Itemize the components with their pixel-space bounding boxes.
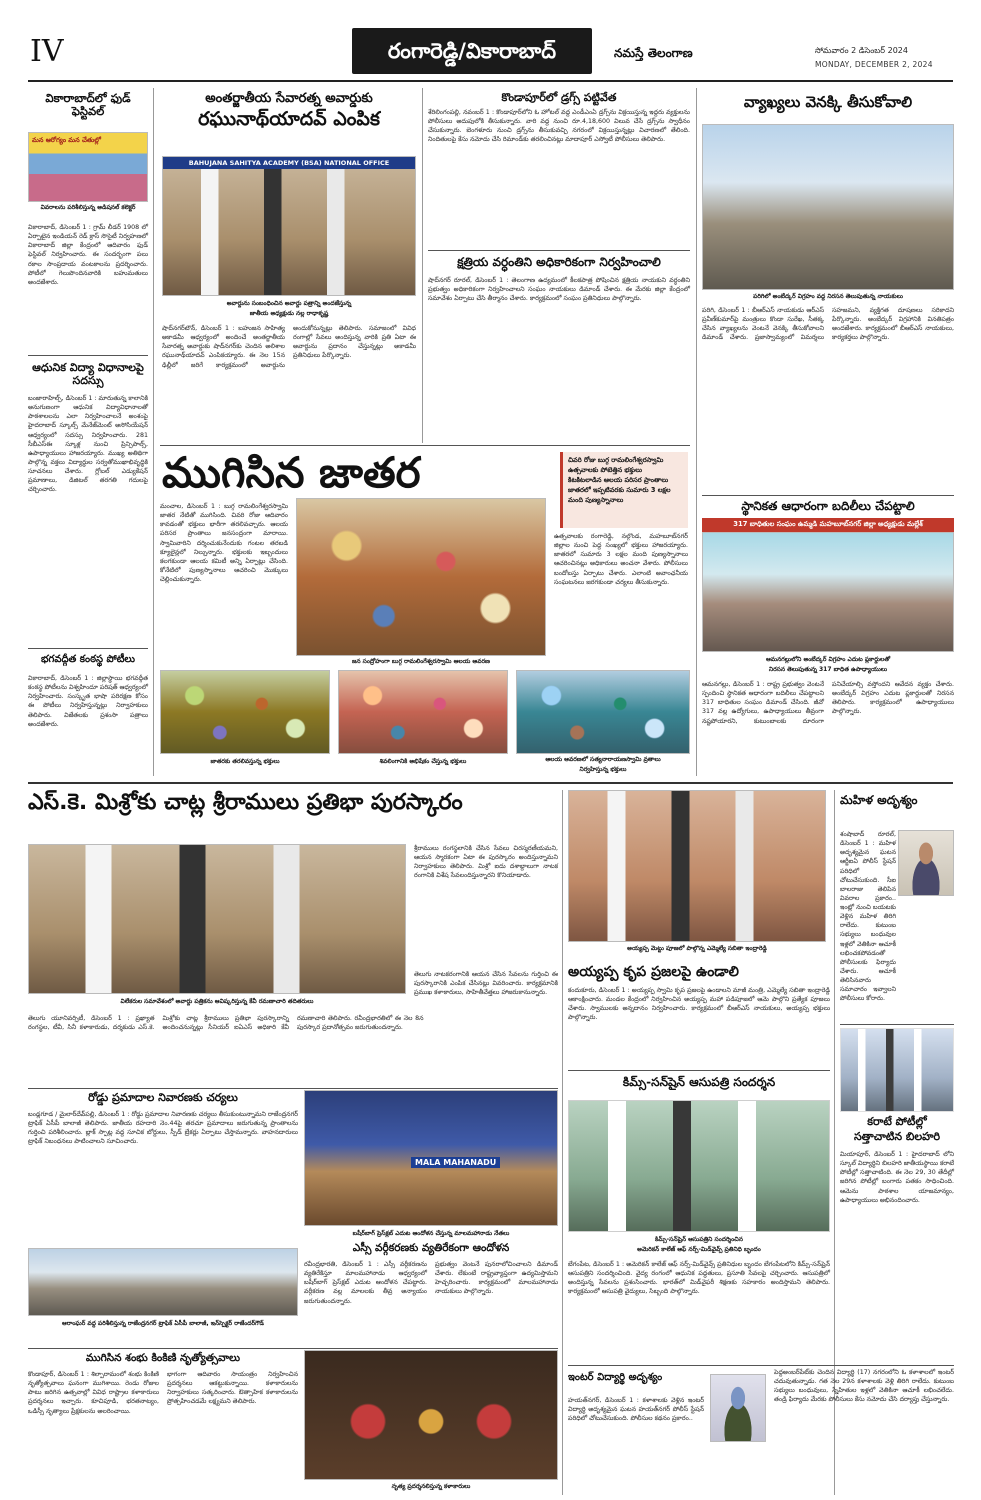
headline-line2: సత్తాచాటిన బిలహరి — [853, 1130, 941, 1143]
dance-photo — [304, 1350, 558, 1480]
article-body: శంషాబాద్ రూరల్, డిసెంబర్ 1 : మహిళ అదృశ్యమైన ఘటన ఆర్జీఐఏ పోలీస్ స్టేషన్ పరిధిలో చోటుచేసుకుంది. సీఐ బాలరాజు తెలిపిన వివరాల ప్రకారం.. ఇంట్లో నుంచి బయటకు వెళ్లిన మహిళ తిరిగి రాలేదు. కుటుంబ సభ్యులు బంధువుల ఇళ్లలో వెతికినా ఆచూకీ లభించకపోవడంతో పోలీసులకు ఫిర్యాదు చేశారు. ఆచూకీ తెలిసినవారు సమాచారం ఇవ్వాలని పోలీసులు కోరారు. — [840, 831, 896, 1003]
award-photo — [162, 156, 416, 296]
article-road-safety — [28, 1090, 298, 1340]
photo-caption: ఆరాంఘర్ వద్ద పరిశీలిస్తున్న రాజేంద్రనగర్ ట్రాఫిక్ ఏసీపీ బాలాజీ, ఇన్‌స్పెక్టర్ రాజేందర్‌గౌడ్ — [62, 1320, 264, 1327]
caption-vratam-line2: నిర్వహిస్తున్న భక్తులు — [579, 766, 627, 773]
article-food-fest — [28, 88, 148, 348]
protest-photo — [702, 124, 954, 290]
article-dance-festival — [28, 1350, 558, 1496]
traffic-photo — [28, 1248, 298, 1316]
caption-line2: అమెరికన్ కాలేజ్ ఆఫ్ నర్స్-మిడ్‌వైవ్స్ ప్రతినిధి బృందం — [637, 1246, 761, 1253]
caption-line1: కిమ్స్-సన్‌షైన్ ఆసుపత్రిని సందర్శించిన — [655, 1236, 743, 1243]
teachers-protest-photo — [702, 532, 954, 652]
article-award — [162, 88, 416, 458]
caption-line2: జాతీయ అధ్యక్షుడు నల్ల రాధాకృష్ణ — [249, 310, 329, 317]
highlights-box — [560, 452, 688, 528]
headline: ఎస్.కె. మిశ్రోకు చాట్ల శ్రీరాములు ప్రతిభా పురస్కారం — [28, 790, 463, 815]
divider — [568, 1070, 830, 1071]
headline: వ్యాఖ్యలు వెనక్కి తీసుకోవాలి — [743, 93, 913, 111]
headline: ఎస్సీ వర్గీకరణకు వ్యతిరేకంగా ఆందోళన — [352, 1242, 510, 1254]
article-body-right: ప్రభుత్వం వెంటనే పునరాలోచించాలని డిమాండ్ చేశారు. లేకుంటే రాష్ట్రవ్యాప్తంగా ఉద్యమిస్తామని హెచ్చరించారు. కార్యక్రమంలో మాలమహానాడు నాయకులు పాల్గొన్నారు. — [435, 1261, 558, 1296]
headline: క్షత్రియ వర్ధంతిని అధికారికంగా నిర్వహించాలి — [457, 255, 661, 269]
event-photo — [28, 132, 148, 202]
headline: కొండాపూర్‌లో డ్రగ్స్ పట్టివేత — [501, 91, 617, 104]
divider — [428, 250, 690, 251]
date-telugu: సోమవారం 2 డిసెంబర్ 2024 — [815, 46, 908, 55]
headline: ముగిసిన జాతర — [162, 448, 421, 497]
divider — [568, 1365, 954, 1366]
article-transfers — [702, 498, 954, 778]
col-divider — [696, 88, 697, 776]
missing-woman-photo — [898, 830, 954, 896]
article-body: కందుకూరు, డిసెంబర్ 1 : అయ్యప్ప స్వామి కృప ప్రజలపై ఉండాలని మాజీ మంత్రి, ఎమ్మెల్యే సబితా ఇంద్రారెడ్డి ఆకాంక్షించారు. మండల కేంద్రంలో నిర్వహించిన అయ్యప్ప మహా పడిపూజలో ఆమె పాల్గొని ప్రత్యేక పూజలు చేశారు. స్వాములకు అన్నదానం నిర్వహించారు. కార్యక్రమంలో బీఆర్ఎస్ నాయకులు, అయ్యప్ప భక్తులు పాల్గొన్నారు. — [568, 987, 830, 1022]
protest-photo — [304, 1090, 558, 1226]
article-body: వికారాబాద్, డిసెంబర్ 1 : జిల్లాస్థాయి భగవద్గీత కంఠస్థ పోటీలను విశ్వహిందూ పరిషత్ ఆధ్వర్యంలో నిర్వహించారు. సంస్కృత భాషా పరిరక్షణ కోసం ఈ పోటీలు నిర్వహిస్తున్నట్లు నిర్వాహకులు తెలిపారు. విజేతలకు ప్రశంసా పత్రాలు అందజేశారు. — [28, 675, 148, 728]
headline: భగవద్గీత కంఠస్థ పోటీలు — [41, 654, 135, 665]
photo-banner-text: MALA MAHANADU — [411, 1157, 500, 1168]
photo-caption: వివరాలను పరిశీలిస్తున్న అడిషనల్ కలెక్టర్ — [40, 204, 136, 211]
section-title: రంగారెడ్డి/వికారాబాద్ — [387, 39, 557, 63]
article-ayyappa-text — [568, 962, 830, 1067]
divider — [28, 1088, 558, 1089]
article-body-left: కొండాపూర్, డిసెంబర్ 1 : శిల్పారామంలో శంభు కింకిణి నృత్యోత్సవాలు ఘనంగా ముగిశాయి. రెండు రోజుల పాటు జరిగిన ఉత్సవాల్లో వివిధ రాష్ట్రాల కళాకారులు ప్రదర్శనలు ఇచ్చారు. కూచిపూడి, భరతనాట్యం, ఒడిస్సీ నృత్యాలు ప్రేక్షకులను అలరించాయి. — [28, 1371, 159, 1415]
divider — [840, 1024, 954, 1025]
masthead — [0, 0, 981, 80]
article-sc-classification — [304, 1090, 558, 1350]
headline-line1: అంతర్జాతీయ సేవారత్న అవార్డుకు — [205, 91, 373, 106]
headline-line2: రఘునాథ్‌యాదవ్ ఎంపిక — [198, 107, 380, 130]
date-english: MONDAY, DECEMBER 2, 2024 — [815, 60, 933, 69]
article-body: షాద్‌నగర్ రూరల్, డిసెంబర్ 1 : తెలంగాణ ఉద్యమంలో కీలకపాత్ర పోషించిన క్షత్రియ నాయకుని వర్ధంతిని ప్రభుత్వం అధికారికంగా నిర్వహించాలని సంఘం నాయకులు డిమాండ్ చేశారు. ఈ మేరకు జిల్లా కేంద్రంలో సమావేశం ఏర్పాటు చేసి తీర్మానం చేశారు. కార్యక్రమంలో సంఘం ప్రతినిధులు పాల్గొన్నారు. — [428, 277, 690, 303]
headline: స్థానికత ఆధారంగా బదిలీలు చేపట్టాలి — [741, 499, 915, 513]
article-drugs — [428, 88, 690, 248]
headline: అయ్యప్ప కృప ప్రజలపై ఉండాలి — [568, 964, 739, 980]
article-body-right: శ్రీరాములు రంగస్థలానికి చేసిన సేవలు చిరస్మరణీయమని, ఆయన స్మారకంగా ఏటా ఈ పురస్కారం అందిస్తున్నామని నిర్వాహకులు తెలిపారు. మిశ్రో ఐదు దశాబ్దాలుగా నాటక రంగానికి విశేష సేవలందిస్తున్నారని కొనియాడారు. — [414, 845, 558, 880]
book-release-photo — [28, 844, 406, 994]
caption-vratam-line1: ఆలయ ఆవరణలో సత్యనారాయణస్వామి వ్రతాలు — [545, 756, 661, 763]
article-kshatriya — [428, 252, 690, 442]
article-woman-missing — [840, 790, 954, 1022]
article-body-left: రవీంద్రభారతి, డిసెంబర్ 1 : ఎస్సీ వర్గీకరణను వ్యతిరేకిస్తూ మాలమహానాడు ఆధ్వర్యంలో బషీర్‌బాగ్ ప్రెస్‌క్లబ్ ఎదుట ఆందోళన చేపట్టారు. వర్గీకరణ వల్ల మాలలకు తీవ్ర అన్యాయం జరుగుతుందన్నారు. — [304, 1261, 427, 1305]
pooja-photo — [568, 790, 826, 942]
headline: ముగిసిన శంభు కింకిణి నృత్యోత్సవాలు — [85, 1352, 241, 1364]
highlight-item: కిటకిటలాడిన ఆలయ పరిసర ప్రాంతాలు — [568, 475, 669, 484]
abhishekam-photo — [338, 670, 508, 754]
headline: మహిళ అదృశ్యం — [840, 793, 918, 807]
article-kims — [568, 1072, 830, 1362]
headline: వికారాబాద్‌లో ఫుడ్ ఫెస్టివల్ — [45, 91, 131, 119]
article-body: శేరిలింగంపల్లి, నవంబర్ 1 : కొండాపూర్‌లోని ఓ హోటల్ వద్ద ఎండీఎంఏ డ్రగ్స్‌ను విక్రయిస్తున్న ఇద్దరు వ్యక్తులను పోలీసులు అదుపులోకి తీసుకున్నారు. వారి వద్ద నుంచి రూ.4,18,600 విలువ చేసే డ్రగ్స్‌ను స్వాధీనం చేసుకున్నారు. బెంగళూరు నుంచి డ్రగ్స్‌ను తీసుకువచ్చి నగరంలో విక్రయిస్తున్నట్లు విచారణలో తేలింది. నిందితులపై కేసు నమోదు చేసి రిమాండ్‌కు తరలించినట్లు మాదాపూర్ ఎస్వోటీ పోలీసులు తెలిపారు. — [428, 109, 690, 144]
article-body-right: భాగంగా ఆదివారం సాయంత్రం నిర్వహించిన ప్రదర్శనలు ఆకట్టుకున్నాయి. కళాకారులను నిర్వాహకులు సత్కరించారు. ఔత్సాహిక కళాకారులను ప్రోత్సహించడమే లక్ష్యమని తెలిపారు. — [167, 1371, 298, 1406]
vratam-photo — [516, 670, 690, 754]
caption-line1: అవార్డును సంబంధించిన అవార్డు పత్రాన్ని అందజేస్తున్న — [226, 300, 352, 307]
photo-banner-text: BAHUJANA SAHITYA ACADEMY (BSA) NATIONAL OFFICE — [163, 157, 415, 169]
divider — [160, 445, 690, 446]
divider — [702, 495, 954, 496]
headline-line1: కరాటే పోటీల్లో — [867, 1115, 927, 1128]
photo-caption: పరిగిలో అంబేద్కర్ విగ్రహం వద్ద నిరసన తెలుపుతున్న నాయకులు — [753, 293, 903, 300]
photo-caption: విలేకరుల సమావేశంలో అవార్డు పత్రికను ఆవిష్కరిస్తున్న కేవీ రమణాచారి తదితరులు — [120, 998, 314, 1005]
divider — [28, 1348, 558, 1349]
student-photo — [710, 1374, 766, 1442]
article-body-left: మంచాల, డిసెంబర్ 1 : బుగ్గ రామలింగేశ్వరస్వామి జాతర నేటితో ముగిసింది. చివరి రోజు ఆదివారం కావడంతో భక్తులు భారీగా తరలివచ్చారు. ఆలయ పరిసర ప్రాంతాలు జనసంద్రంగా మారాయి. స్వామివారిని దర్శించుకునేందుకు గంటల తరబడి క్యూలైన్లలో నిల్చున్నారు. భక్తులకు ఇబ్బందులు కలగకుండా ఆలయ కమిటీ అన్ని ఏర్పాట్లు చేసింది. కోనేటిలో పుణ్యస్నానాలు ఆచరించి మొక్కులు చెల్లించుకున్నారు. — [160, 503, 288, 583]
divider — [28, 355, 148, 356]
article-body-bottom-2: తెలుగు నాటకరంగానికి ఆయన చేసిన సేవలను గుర్తించి ఈ పురస్కారానికి ఎంపిక చేసినట్లు వివరించారు. కార్యక్రమానికి ప్రముఖ కళాకారులు, సాహితీవేత్తలు హాజరుకానున్నారు. — [414, 971, 558, 997]
headline: కిమ్స్-సన్‌షైన్ ఆసుపత్రి సందర్శన — [622, 1075, 776, 1089]
photo-banner-text: మన ఆరోగ్యం మన చేతుల్లో — [32, 136, 101, 144]
photo-caption: బషీర్‌బాగ్ ప్రెస్‌క్లబ్ ఎదుట ఆందోళన చేస్తున్న మాలమహానాడు నేతలు — [352, 1230, 510, 1237]
highlight-item: చివరి రోజు బుగ్గ రామలింగేశ్వరస్వామి ఉత్సవాలకు పోటెత్తిన భక్తులు — [568, 456, 664, 474]
photo-caption: నృత్య ప్రదర్శనలిస్తున్న కళాకారులు — [391, 1483, 471, 1490]
headline: రోడ్డు ప్రమాదాల నివారణకు చర్యలు — [88, 1091, 238, 1104]
caption-line1: ఆమనగల్లులోని అంబేద్కర్ విగ్రహం ఎదుట ప్లకార్డులతో — [765, 656, 891, 663]
article-body-bottom: తెలుగు యూనివర్సిటీ, డిసెంబర్ 1 : ప్రఖ్యాత రంగస్థల, టీవీ, సినీ కళాకారుడు, దర్శకుడు ఎస్.కె. మిశ్రోకు చాట్ల శ్రీరాములు ప్రతిభా పురస్కారాన్ని అందించనున్నట్లు సీనియర్ ఐఏఎస్ అధికారి కేవీ రమణాచారి తెలిపారు. రవీంద్రభారతిలో ఈ నెల 8న పురస్కార ప్రదానోత్సవం జరుగుతుందన్నారు. — [28, 1015, 424, 1032]
subhead-bar: 317 బాధితుల సంఘం ఉమ్మడి మహబూబ్‌నగర్ జిల్లా అధ్యక్షుడు మల్లేశ్ — [702, 518, 954, 532]
col-divider — [562, 790, 563, 1495]
caption-line2: నిరసన తెలుపుతున్న 317 బాధిత ఉపాధ్యాయులు — [768, 666, 888, 673]
page-number: IV — [30, 34, 64, 69]
caption-abhishekam: శివలింగానికి అభిషేకం చేస్తున్న భక్తులు — [379, 758, 467, 765]
headline: ఆధునిక విద్యా విధానాలపై సదస్సు — [32, 361, 144, 387]
highlight-item: జాతరలో ఇప్పటివరకు సుమారు 3 లక్షల మంది పుణ్యస్నానాలు — [568, 485, 671, 504]
devotees-photo — [160, 670, 330, 754]
article-jathara — [160, 448, 690, 778]
divider — [28, 648, 148, 649]
article-gita-contest — [28, 652, 148, 774]
paper-name: నమస్తే తెలంగాణ — [614, 46, 693, 60]
article-karate — [840, 1028, 954, 1348]
article-body: బేగంపేట, డిసెంబర్ 1 : అమెరికన్ కాలేజ్ ఆఫ్ నర్స్-మిడ్‌వైవ్స్ ప్రతినిధుల బృందం బేగంపేటలోని కిమ్స్-సన్‌షైన్ ఆసుపత్రిని సందర్శించింది. వైద్య రంగంలో ఆధునిక పద్ధతులు, ప్రసూతి సేవలపై చర్చించారు. ఆసుపత్రిలో అందిస్తున్న సేవలను ప్రశంసించారు. భారత్‌లో మిడ్‌వైఫరీ శిక్షణకు సహకారం అందిస్తామని తెలిపారు. కార్యక్రమంలో ఆసుపత్రి వైద్యులు, సిబ్బంది పాల్గొన్నారు. — [568, 1261, 830, 1296]
article-body: మియాపూర్, డిసెంబర్ 1 : హైదరాబాద్ లోని స్కూల్ విద్యార్థిని బిలహరి జాతీయస్థాయి కరాటే పోటీల్లో సత్తాచాటింది. ఈ నెల 29, 30 తేదీల్లో జరిగిన పోటీల్లో బంగారు పతకం సాధించింది. ఆమెను పాఠశాల యాజమాన్యం, ఉపాధ్యాయులు అభినందించారు. — [840, 1151, 954, 1204]
photo-caption: అయ్యప్ప మెట్టు పూజలో పాల్గొన్న ఎమ్మెల్యే సబితా ఇంద్రారెడ్డి — [627, 945, 767, 952]
article-body-right: పెద్దఅంబర్‌పేట్‌కు చెందిన విద్యార్థి (17) నగరంలోని ఓ కళాశాలలో ఇంటర్ చదువుతున్నాడు. గత నెల 29న కళాశాలకు వెళ్లి తిరిగి రాలేదు. కుటుంబ సభ్యులు బంధువులు, స్నేహితుల ఇళ్లలో వెతికినా ఆచూకీ లభించలేదు. తండ్రి ఫిర్యాదు మేరకు పోలీసులు కేసు నమోదు చేసి దర్యాప్తు చేస్తున్నారు. — [774, 1369, 954, 1404]
headline: ఇంటర్ విద్యార్థి అదృశ్యం — [568, 1372, 663, 1383]
article-modern-education — [28, 360, 148, 640]
article-body: పరిగి, డిసెంబర్ 1 : బీఆర్ఎస్ నాయకుడు ఆర్ఎస్ ప్రవీణ్‌కుమార్‌పై మంత్రులు కొండా సురేఖ, సీతక్క చేసిన వ్యాఖ్యలను వెంటనే వెనక్కి తీసుకోవాలని డిమాండ్ చేశారు. ప్రజాస్వామ్యంలో విమర్శలు సహజమని, వ్యక్తిగత దూషణలు సరికాదని పేర్కొన్నారు. అంబేద్కర్ విగ్రహానికి వినతిపత్రం అందజేశారు. కార్యక్రమంలో బీఆర్ఎస్ నాయకులు, కార్యకర్తలు పాల్గొన్నారు. — [702, 307, 954, 342]
article-body: బంజారాహిల్స్, డిసెంబర్ 1 : మారుతున్న కాలానికి అనుగుణంగా ఆధునిక విద్యావిధానాలతో పాఠశాలలను ఎలా నిర్వహించాలనే అంశంపై హైదరాబాద్ స్కూల్స్ మేనేజ్‌మెంట్ అసోసియేషన్ ఆధ్వర్యంలో సదస్సు నిర్వహించారు. 281 సీబీఎస్ఈ స్కూళ్ల నుంచి ప్రిన్సిపాల్స్, ఉపాధ్యాయులు హాజరయ్యారు. ముఖ్య అతిథిగా పాల్గొన్న వక్తలు విద్యార్థుల సర్వతోముఖాభివృద్ధికి సూచనలు చేశారు. గ్లోబల్ ఎడ్యుకేషన్ ప్రమాణాలు, డిజిటల్ తరగతి గదులపై చర్చించారు. — [28, 395, 149, 494]
article-body-continued — [840, 902, 954, 1020]
article-body: బండ్లగూడ / మైలార్‌దేవ్‌పల్లి, డిసెంబర్ 1 : రోడ్డు ప్రమాదాల నివారణకు చర్యలు తీసుకుంటున్నామని రాజేంద్రనగర్ ట్రాఫిక్ ఏసీపీ బాలాజీ తెలిపారు. జాతీయ రహదారి నెం.44పై తరచూ ప్రమాదాలు జరుగుతున్న ప్రాంతాలను గుర్తించి పరిశీలించారు. బ్లాక్ స్పాట్ల వద్ద సూచిక బోర్డులు, స్పీడ్ బ్రేకర్లు ఏర్పాటు చేస్తామన్నారు. వాహనదారులు ట్రాఫిక్ నిబంధనలు పాటించాలని సూచించారు. — [28, 1111, 298, 1146]
article-body: వికారాబాద్, డిసెంబర్ 1 : గ్రామ్ లీడర్ 1908 లో ఏర్పాటైన ఇండియన్ రెడ్ క్రాస్ సొసైటీ నిర్వహణలో వికారాబాద్ జిల్లా కేంద్రంలో ఆదివారం ఫుడ్ ఫెస్టివల్ నిర్వహించారు. ఈ సందర్భంగా పలు రకాల సాంప్రదాయ వంటకాలను ప్రదర్శించారు. పోటీలో గెలుపొందినవారికి బహుమతులు అందజేశారు. — [28, 224, 148, 286]
article-body: షాద్‌నగర్‌టౌన్, డిసెంబర్ 1 : బహుజన సాహిత్య అకాడమీ ఆధ్వర్యంలో అందించే అంతర్జాతీయ సేవారత్న అవార్డుకు షాద్‌నగర్‌కు చెందిన అలిశాల రఘునాథ్‌యాదవ్ ఎంపికయ్యారు. ఈ నెల 15న ఢిల్లీలో జరిగే కార్యక్రమంలో అవార్డును అందుకోనున్నట్లు తెలిపారు. సమాజంలో వివిధ రంగాల్లో సేవలు అందిస్తున్న వారికి ప్రతి ఏటా ఈ అవార్డును ప్రదానం చేస్తున్నట్లు అకాడమీ ప్రతినిధులు పేర్కొన్నారు. — [162, 325, 416, 369]
col-divider — [153, 88, 154, 776]
divider — [28, 782, 953, 784]
article-body: ఆమనగల్లు, డిసెంబర్ 1 : రాష్ట్ర ప్రభుత్వం వెంటనే స్పందించి స్థానికత ఆధారంగా బదిలీలు చేపట్టాలని 317 బాధితుల సంఘం డిమాండ్ చేసింది. జీవో 317 వల్ల ఉద్యోగులు, ఉపాధ్యాయులు తీవ్రంగా నష్టపోయారని, కుటుంబాలకు దూరంగా పనిచేయాల్సి వస్తోందని ఆవేదన వ్యక్తం చేశారు. అంబేద్కర్ విగ్రహం ఎదుట ప్లకార్డులతో నిరసన తెలిపారు. కార్యక్రమంలో ఉపాధ్యాయులు పాల్గొన్నారు. — [702, 681, 954, 725]
karate-photo — [840, 1028, 954, 1112]
temple-crowd-photo — [296, 498, 546, 656]
article-inter-student — [568, 1368, 954, 1496]
col-divider — [422, 88, 423, 443]
article-body-left: హయత్‌నగర్, డిసెంబర్ 1 : కళాశాలకు వెళ్లిన ఇంటర్ విద్యార్థి అదృశ్యమైన ఘటన హయత్‌నగర్ పోలీస్ స్టేషన్ పరిధిలో చోటుచేసుకుంది. పోలీసుల కథనం ప్రకారం.. — [568, 1397, 704, 1423]
article-body-right: ఉత్సవాలకు రంగారెడ్డి, నల్గొండ, మహబూబ్‌నగర్ జిల్లాల నుంచి పెద్ద సంఖ్యలో భక్తులు హాజరయ్యారు. జాతరలో సుమారు 3 లక్షల మంది పుణ్యస్నానాలు ఆచరించినట్లు అధికారులు అంచనా వేశారు. పోలీసులు బందోబస్తు ఏర్పాటు చేశారు. ఎలాంటి అవాంఛనీయ సంఘటనలు జరగకుండా చర్యలు తీసుకున్నారు. — [554, 533, 688, 586]
hospital-visit-photo — [568, 1100, 830, 1232]
article-statue — [702, 88, 954, 443]
masthead-rule — [28, 80, 953, 82]
main-photo-caption: జన సంద్రోహంగా బుగ్గ రామలింగేశ్వరస్వామి ఆలయ ఆవరణ — [351, 658, 491, 665]
caption-devotees: జాతరకు తరలివస్తున్న భక్తులు — [210, 758, 280, 765]
section-banner — [352, 28, 592, 74]
